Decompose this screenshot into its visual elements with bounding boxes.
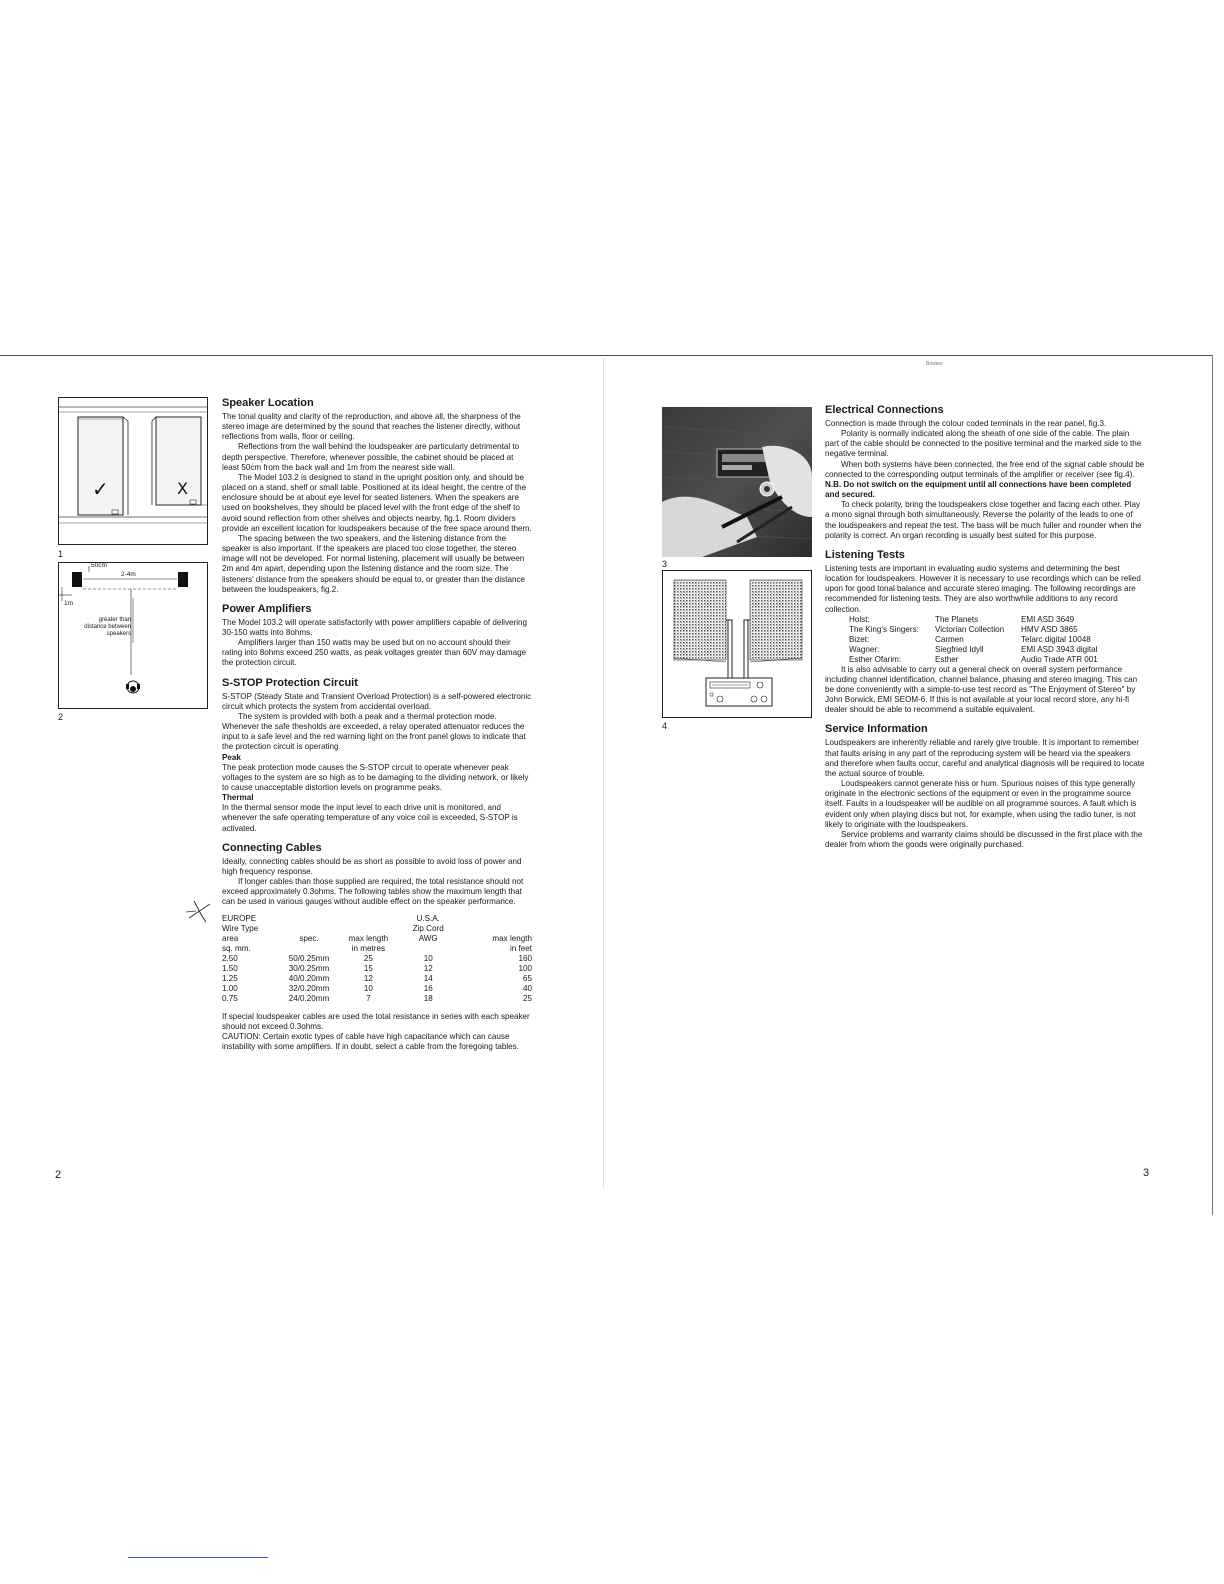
figure-2-listener-note: greater than distance between speakers (84, 617, 131, 637)
section-listening-tests (825, 549, 1145, 716)
list-item (849, 635, 1098, 645)
service-p1: Loudspeakers are inherently reliable and rarely give trouble. It is important to remember that faults arising in any part of the reproducing system will be heard via the speakers and therefore when faults occur, careful and analytical diagnosis will be required to locate the actual source of trouble. (825, 738, 1145, 778)
section-speaker-location (222, 397, 532, 595)
cell-area: 2.50 (222, 953, 238, 963)
cell-feet: 25 (522, 993, 532, 1003)
cell-spec: 50/0.25mm (288, 953, 330, 963)
cell-awg: 16 (423, 983, 433, 993)
cell-metres: 10 (363, 983, 373, 993)
wire-table-sqmm: sq. mm. (222, 943, 251, 953)
record-composer: Bizet: (849, 634, 870, 644)
record-composer: Holst: (849, 614, 870, 624)
table-row (222, 984, 532, 994)
record-catalogue: Audio Trade ATR 001 (1021, 654, 1098, 664)
wire-table-max-length: max length (348, 933, 389, 943)
speaker-location-p1: The tonal quality and clarity of the reproduction, and above all, the sharpness of the stereo image are determined by the sound that reaches the listener directly, without reflections from walls, floor or ceiling. (222, 412, 521, 442)
table-row (222, 974, 532, 984)
cell-awg: 14 (423, 973, 433, 983)
record-title: Victorian Collection (935, 624, 1005, 634)
listening-p1: Listening tests are important in evaluating audio systems and determining the best location for loudspeakers. However it is necessary to use recordings which can be relied upon for good tonal balance and accurate stereo imaging. The following recordings are recommended for listening tests. They are also worthwhile additions to any record collection. (825, 563, 1141, 614)
wire-table-in-metres: in metres (351, 943, 386, 953)
sstop-p2: The system is provided with both a peak and a thermal protection mode. Whenever the safe thesholds are exceeded, a relay operated attenuator reduces the input to a safe level and the red warning light on the front panel glows to indicate that the protection circuit is operating. (222, 711, 526, 752)
connecting-cables-p1: Ideally, connecting cables should be as short as possible to avoid loss of power and high frequency response. (222, 856, 522, 876)
cell-feet: 160 (518, 953, 532, 963)
cell-area: 1.25 (222, 973, 238, 983)
figure-1-bookshelf-placement (58, 397, 208, 545)
page-fold-line (603, 358, 604, 1188)
electrical-heading: Electrical Connections (825, 404, 944, 416)
left-page-number: 2 (55, 1169, 62, 1181)
cell-metres: 25 (363, 953, 373, 963)
wire-table-usa: U.S.A. (416, 913, 440, 923)
page-top-rule (0, 355, 1212, 356)
service-heading: Service Information (825, 723, 928, 736)
wire-table-europe: EUROPE (222, 913, 257, 923)
listening-heading: Listening Tests (825, 548, 905, 561)
cell-area: 0.75 (222, 993, 238, 1003)
sstop-thermal-heading: Thermal (222, 793, 254, 803)
wire-table-wire-type: Wire Type (222, 923, 259, 933)
list-item (849, 645, 1098, 655)
record-title: Esther (935, 654, 959, 664)
table-row (222, 964, 532, 974)
wire-table (222, 914, 532, 1004)
figure-2-room-plan (58, 562, 208, 709)
figure-3-rear-panel-photo (662, 407, 812, 557)
service-p2: Loudspeakers cannot generate hiss or hum. Spurious noises of this type generally originate in the electronic sections of the equipment or even in the programme source itself. Faults in a loudspeaker will be audible on all programme sources. A fault which is evident only when playing discs but not, for example, when using the radio tuner, is not likely to originate with the loudspeakers. (825, 779, 1137, 829)
record-title: The Planets (935, 614, 979, 624)
cell-metres: 15 (363, 963, 373, 973)
speaker-location-p3: The Model 103.2 is designed to stand in the upright position only, and should be placed on a stand, shelf or small table. Positioned at its ideal height, the centre of the enclosure should be at about eye level for seated listeners. When the speakers are used on bookshelves, they should be placed level with the front edge of the shelf to avoid sound reflection from other shelves and objects nearby, fig.1. Room dividers provide an excellent location for loudspeakers because of the free space around them. (222, 472, 532, 533)
record-composer: The King's Singers: (849, 624, 919, 634)
listening-p2: It is also advisable to carry out a general check on overall system performance including channel identification, channel balance, phasing and stereo imaging. This can be done conveniently with a simple-to-use test record as "The Enjoyment of Stereo" by John Borwick, EMI SEOM-6. If this is not available at your local record store, any hi-fi dealer should be able to recommend a suitable equivalent. (825, 664, 1138, 715)
figure-2-side-distance: 1m (64, 600, 74, 607)
sstop-peak-text: The peak protection mode causes the S-STOP circuit to operate whenever peak voltages to the system are so high as to be damaging to the dividing network, or likely to cause unacceptable distortion levels on programme peaks. (222, 762, 529, 792)
connecting-cables-p3: If special loudspeaker cables are used the total resistance in series with each speaker should not exceed 0.3ohms. (222, 1011, 530, 1031)
table-row (222, 954, 532, 964)
list-item (849, 625, 1098, 635)
electrical-p2: Polarity is normally indicated along the sheath of one side of the cable. The plain part of the cable should be connected to the positive terminal and the marked side to the negative terminal. (825, 429, 1142, 459)
power-amplifiers-heading: Power Amplifiers (222, 602, 312, 615)
section-power-amplifiers (222, 603, 532, 669)
record-title: Siegfried Idyll (935, 644, 984, 654)
sstop-p1: S-STOP (Steady State and Transient Overload Protection) is a self-powered electronic circuit which protects the system from accidental overload. (222, 691, 532, 711)
sstop-heading: S-STOP Protection Circuit (222, 676, 358, 689)
page-right-edge (1212, 355, 1213, 1215)
wire-table-area: area (222, 933, 239, 943)
sstop-thermal-text: In the thermal sensor mode the input level to each drive unit is monitored, and whenever the safe operating temperature of any voice coil is exceeded, S-STOP is activated. (222, 803, 518, 833)
cell-feet: 65 (522, 973, 532, 983)
cell-awg: 18 (423, 993, 433, 1003)
figure-2-spacing: 2-4m (121, 571, 136, 578)
cell-metres: 7 (366, 993, 371, 1003)
cell-feet: 40 (522, 983, 532, 993)
figure-2-back-distance: 50cm (91, 562, 107, 569)
section-sstop (222, 677, 532, 834)
power-amplifiers-p1: The Model 103.2 will operate satisfactorily with power amplifiers capable of delivering 30-150 watts into 8ohms. (222, 617, 528, 637)
list-item (849, 655, 1098, 665)
wire-table-zip-cord: Zip Cord (412, 923, 444, 933)
table-row (222, 994, 532, 1004)
list-item (849, 615, 1098, 625)
handwritten-cross-mark (186, 898, 214, 924)
bottom-rule (128, 1557, 268, 1558)
cell-spec: 40/0.20mm (288, 973, 330, 983)
sstop-peak-heading: Peak (222, 752, 241, 762)
connecting-cables-p4: CAUTION: Certain exotic types of cable have high capacitance which can cause instability with some amplifiers. If in doubt, select a cable from the foregoing tables. (222, 1031, 519, 1052)
connecting-cables-heading: Connecting Cables (222, 841, 322, 854)
wire-table-awg: AWG (418, 933, 438, 943)
connecting-cables-p2: If longer cables than those supplied are required, the total resistance should not exceed approximately 0.3ohms. The following tables show the maximum length that can be used in various gauges without audible effect on the speaker performance. (222, 877, 524, 907)
cell-spec: 32/0.20mm (288, 983, 330, 993)
record-composer: Wagner: (849, 644, 880, 654)
section-connecting-cables (222, 842, 532, 1052)
cell-metres: 12 (363, 973, 373, 983)
figure-1-good-mark: ✓ (92, 477, 109, 501)
cell-feet: 100 (518, 963, 532, 973)
figure-4-number: 4 (662, 721, 668, 731)
speaker-location-heading: Speaker Location (222, 397, 314, 409)
cell-spec: 24/0.20mm (288, 993, 330, 1003)
power-amplifiers-p2: Amplifiers larger than 150 watts may be used but on no account should their rating into 8ohms exceed 250 watts, as peak voltages greater than 60V may damage the protection circuit. (222, 638, 527, 668)
record-list (849, 615, 1098, 665)
figure-2-number: 2 (58, 712, 64, 722)
record-catalogue: EMI ASD 3649 (1021, 614, 1075, 624)
record-catalogue: Telarc digital 10048 (1021, 634, 1091, 644)
record-composer: Esther Ofarim: (849, 654, 902, 664)
left-text-column (222, 397, 532, 1060)
cell-spec: 30/0.25mm (288, 963, 330, 973)
figure-3-number: 3 (662, 559, 668, 569)
record-catalogue: HMV ASD 3865 (1021, 624, 1078, 634)
speaker-location-p2: Reflections from the wall behind the loudspeaker are particularly detrimental to depth perspective. Therefore, whenever possible, the cabinet should be placed at least 50cm from the back wall and 1m from the nearest side wall. (222, 442, 520, 472)
brand-mark: Bowers (926, 361, 943, 367)
section-electrical-connections (825, 404, 1145, 541)
section-service-information (825, 723, 1145, 850)
figure-1-number: 1 (58, 549, 64, 559)
wire-table-spec: spec. (299, 933, 319, 943)
right-page-number: 3 (1143, 1167, 1150, 1179)
right-text-column (825, 404, 1145, 858)
figure-1-bad-mark: X (177, 479, 188, 498)
service-p3: Service problems and warranty claims should be discussed in the first place with the dealer from whom the goods were originally purchased. (825, 829, 1143, 849)
electrical-p4: To check polarity, bring the loudspeakers close together and facing each other. Play a mono signal through both simultaneously. Reverse the polarity of the leads to one of the loudspeakers and repeat the test. The bass will be much fuller and rounder when the polarity is correct. An organ recording is usually best suited for this purpose. (825, 500, 1142, 540)
cell-awg: 10 (423, 953, 433, 963)
electrical-p1: Connection is made through the colour coded terminals in the rear panel, fig.3. (825, 419, 1107, 428)
electrical-p3: When both systems have been connected, the free end of the signal cable should be connected to the corresponding output terminals of the amplifier or receiver (see fig.4). (825, 459, 1145, 479)
cell-area: 1.50 (222, 963, 238, 973)
wire-table-in-feet: in feet (509, 943, 532, 953)
electrical-nb: N.B. Do not switch on the equipment until all connections have been completed and secured. (825, 479, 1132, 500)
figure-4-system-connection (662, 570, 812, 718)
record-catalogue: EMI ASD 3943 digital (1021, 644, 1098, 654)
cell-awg: 12 (423, 963, 433, 973)
wire-table-max-length-feet: max length (492, 933, 532, 943)
cell-area: 1.00 (222, 983, 238, 993)
record-title: Carmen (935, 634, 964, 644)
speaker-location-p4: The spacing between the two speakers, and the listening distance from the speaker is also important. If the speakers are placed too close together, the stereo image will not be developed. For normal listening, placement will usually be between 2m and 4m apart, depending upon the listening distance and the room size. The listeners' distance from the speakers should be equal to, or greater than the distance between the loudspeakers, fig.2. (222, 533, 525, 594)
